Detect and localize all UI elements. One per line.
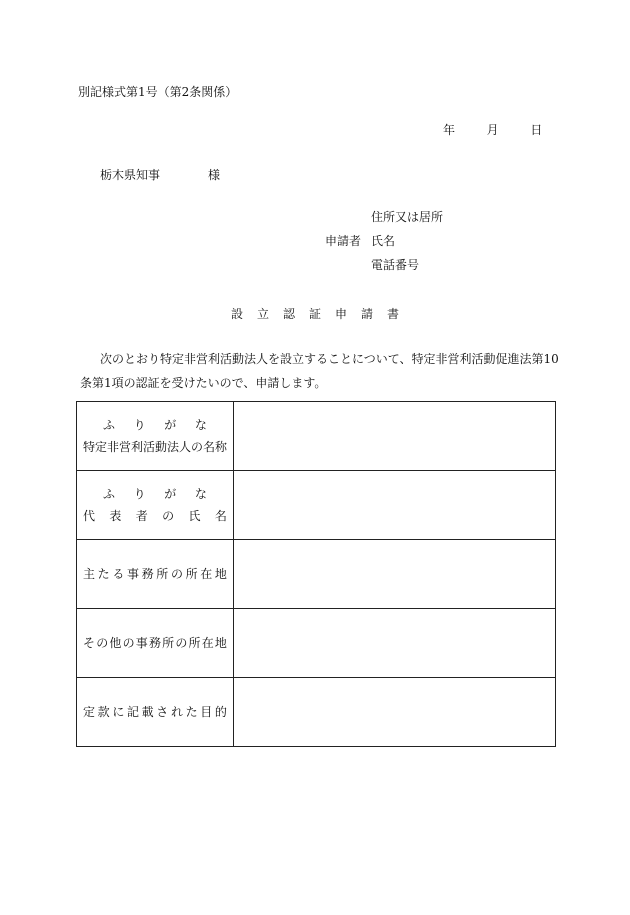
purpose-label: 定 款 に 記 載 さ れ た 目 的 [83,705,227,719]
row-label-purpose [77,678,234,747]
table-row [77,471,556,540]
title-char: 証 [308,307,321,321]
body-text [80,347,560,395]
table-row [77,540,556,609]
corporation-name-field[interactable] [233,402,555,471]
table-row [77,678,556,747]
corporation-name-label: 特定非営利活動法人の名称 [82,440,227,454]
addressee-name: 栃木県知事 [100,168,161,182]
applicant-address-label: 住所又は居所 [371,210,444,224]
row-label-representative-name [77,471,234,540]
date-year-label: 年 [443,123,456,137]
addressee-honorific: 様 [208,168,221,182]
title-char: 書 [387,307,400,321]
date-month-label: 月 [486,123,499,137]
title-char: 立 [256,307,269,321]
row-label-corporation-name [77,402,234,471]
title-char: 設 [230,307,243,321]
title-char: 申 [335,307,348,321]
date-day-label: 日 [530,123,543,137]
row-label-main-office [77,540,234,609]
purpose-field[interactable] [233,678,555,747]
title-char: 請 [361,307,374,321]
date-line [443,122,542,138]
form-number-label: 別記様式第1号（第2条関係） [78,85,238,99]
representative-name-field[interactable] [233,471,555,540]
table-row [77,609,556,678]
application-table [76,401,556,747]
table-row [77,402,556,471]
body-line-1: 次のとおり特定非営利活動法人を設立することについて、特定非営利活動促進法第10 [100,352,559,366]
applicant-role-label: 申請者 [325,234,362,248]
document-title [0,305,630,322]
title-char: 認 [282,307,295,321]
row-label-other-offices [77,609,234,678]
furigana-label: ふ り が な [103,418,207,432]
main-office-field[interactable] [233,540,555,609]
body-line-2: 条第1項の認証を受けたいので、申請します。 [80,376,327,390]
furigana-label: ふ り が な [103,487,207,501]
other-offices-field[interactable] [233,609,555,678]
applicant-name-label: 氏名 [371,234,396,248]
main-office-label: 主 た る 事 務 所 の 所 在 地 [83,567,227,581]
applicant-phone-label: 電話番号 [371,258,420,272]
representative-name-label: 代 表 者 の 氏 名 [83,509,227,523]
other-offices-label: そ の 他 の 事 務 所 の 所 在 地 [83,636,227,650]
